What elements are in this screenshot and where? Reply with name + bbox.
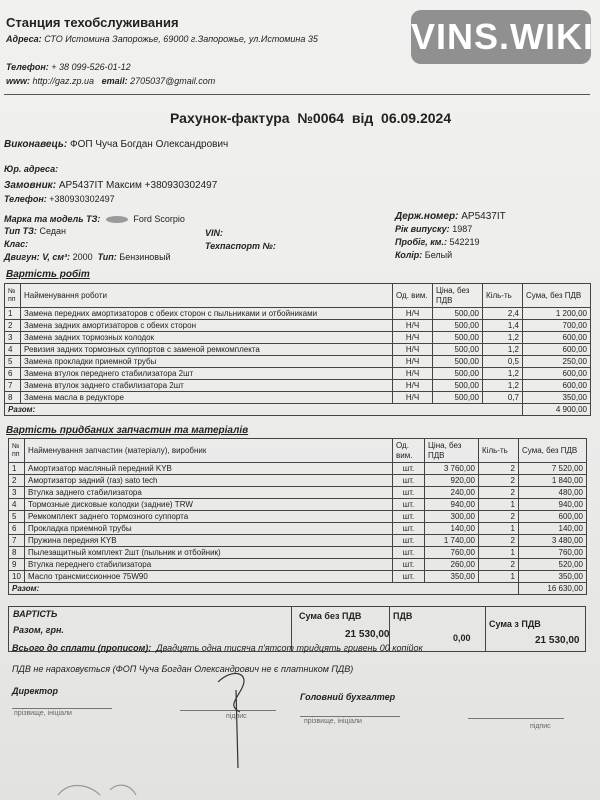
totals-vat-label: ПДВ: [393, 611, 413, 621]
vehicle-engine: Двигун: V, см³: 2000 Тип: Бензиновый: [4, 252, 171, 262]
row-price: 500,00: [433, 380, 483, 392]
row-name: Масло трансмиссионное 75W90: [25, 571, 393, 583]
row-sum: 600,00: [523, 332, 591, 344]
row-num: 10: [9, 571, 25, 583]
executor-line: Виконавець: ФОП Чуча Богдан Олександрович: [4, 139, 229, 150]
row-sum: 350,00: [519, 571, 587, 583]
vehicle-color: Колір: Белый: [395, 250, 453, 260]
col-sum: Сума, без ПДВ: [519, 439, 587, 463]
totals-vat-value: 0,00: [453, 633, 471, 643]
row-unit: Н/Ч: [393, 332, 433, 344]
row-qty: 1: [479, 523, 519, 535]
row-num: 4: [5, 344, 21, 356]
row-price: 920,00: [425, 475, 479, 487]
row-price: 240,00: [425, 487, 479, 499]
invoice-title: Рахунок-фактура №0064 від 06.09.2024: [170, 110, 452, 126]
vehicle-class: Клас:: [4, 239, 29, 249]
parts-section-title: Вартість придбаних запчастин та матеріалів: [6, 425, 249, 436]
director-sign-caption: підпис: [226, 713, 247, 720]
vat-note: ПДВ не нараховується (ФОП Чуча Богдан Олександрович не є платником ПДВ): [12, 664, 354, 674]
row-unit: шт.: [393, 559, 425, 571]
row-qty: 2: [479, 463, 519, 475]
vehicle-plate: Держ.номер: AP5437IT: [395, 211, 506, 222]
accountant-sign-caption: підпис: [530, 723, 551, 730]
row-num: 1: [5, 308, 21, 320]
row-qty: 2: [479, 535, 519, 547]
row-qty: 1,2: [483, 368, 523, 380]
vehicle-type: Тип ТЗ: Седан: [4, 226, 66, 236]
watermark-logo: VINS.WIKI: [411, 10, 591, 64]
row-sum: 760,00: [519, 547, 587, 559]
row-unit: шт.: [393, 547, 425, 559]
row-unit: шт.: [393, 475, 425, 487]
row-num: 8: [9, 547, 25, 559]
company-name: Станция техобслуживания: [6, 15, 179, 30]
row-qty: 0,7: [483, 392, 523, 404]
row-num: 7: [5, 380, 21, 392]
row-num: 6: [5, 368, 21, 380]
row-num: 2: [9, 475, 25, 487]
row-qty: 2: [479, 475, 519, 487]
totals-net-label: Сума без ПДВ: [299, 611, 362, 621]
row-sum: 1 200,00: [523, 308, 591, 320]
row-price: 3 760,00: [425, 463, 479, 475]
row-num: 6: [9, 523, 25, 535]
accountant-name-caption: прізвище, ініціали: [304, 718, 362, 725]
customer-line: Замовник: AP5437IT Максим +380930302497: [4, 180, 218, 191]
director-label: Директор: [12, 686, 58, 696]
row-qty: 2: [479, 559, 519, 571]
row-sum: 520,00: [519, 559, 587, 571]
row-price: 140,00: [425, 523, 479, 535]
row-name: Ревизия задних тормозных суппортов с заменой ремкомплекта: [21, 344, 393, 356]
row-name: Замена втулок переднего стабилизатора 2шт: [21, 368, 393, 380]
row-name: Амортизатор задний (газ) sato tech: [25, 475, 393, 487]
col-sum: Сума, без ПДВ: [523, 284, 591, 308]
row-name: Замена масла в редукторе: [21, 392, 393, 404]
row-unit: Н/Ч: [393, 344, 433, 356]
row-num: 5: [5, 356, 21, 368]
row-num: 1: [9, 463, 25, 475]
row-qty: 1,4: [483, 320, 523, 332]
row-name: Замена передних амортизаторов с обеих сторон с пыльниками и отбойниками: [21, 308, 393, 320]
col-num: № пп: [5, 284, 21, 308]
totals-sum-label: Разом, грн.: [13, 625, 64, 635]
row-name: Ремкомплект заднего тормозного суппорта: [25, 511, 393, 523]
col-price: Ціна, без ПДВ: [433, 284, 483, 308]
row-sum: 250,00: [523, 356, 591, 368]
vehicle-passport-label: Техпаспорт №:: [205, 241, 276, 251]
col-qty: Кіль-ть: [479, 439, 519, 463]
row-num: 7: [9, 535, 25, 547]
parts-total-label: Разом:: [9, 583, 519, 595]
row-name: Пружина передняя KYB: [25, 535, 393, 547]
row-price: 760,00: [425, 547, 479, 559]
row-qty: 2: [479, 487, 519, 499]
row-unit: Н/Ч: [393, 380, 433, 392]
row-price: 500,00: [433, 308, 483, 320]
parts-total-value: 16 630,00: [519, 583, 587, 595]
row-qty: 2,4: [483, 308, 523, 320]
row-sum: 1 840,00: [519, 475, 587, 487]
row-sum: 3 480,00: [519, 535, 587, 547]
row-sum: 600,00: [519, 511, 587, 523]
totals-net-value: 21 530,00: [345, 629, 390, 640]
works-section-title: Вартість робіт: [6, 269, 90, 280]
row-sum: 480,00: [519, 487, 587, 499]
col-num: № пп: [9, 439, 25, 463]
works-total-value: 4 900,00: [523, 404, 591, 416]
row-unit: шт.: [393, 463, 425, 475]
row-price: 1 740,00: [425, 535, 479, 547]
totals-gross-label: Сума з ПДВ: [489, 619, 541, 629]
row-num: 2: [5, 320, 21, 332]
vehicle-year: Рік випуску: 1987: [395, 224, 473, 234]
row-name: Замена прокладки приемной трубы: [21, 356, 393, 368]
row-price: 500,00: [433, 392, 483, 404]
row-price: 300,00: [425, 511, 479, 523]
row-num: 5: [9, 511, 25, 523]
row-price: 940,00: [425, 499, 479, 511]
row-qty: 1,2: [483, 344, 523, 356]
vehicle-make-model: Марка та модель ТЗ: Ford Scorpio: [4, 214, 185, 224]
row-num: 9: [9, 559, 25, 571]
row-sum: 350,00: [523, 392, 591, 404]
row-sum: 140,00: [519, 523, 587, 535]
row-sum: 940,00: [519, 499, 587, 511]
row-sum: 600,00: [523, 380, 591, 392]
works-total-label: Разом:: [5, 404, 523, 416]
col-name: Найменування запчастин (матеріалу), виробник: [25, 439, 393, 463]
row-price: 260,00: [425, 559, 479, 571]
row-price: 500,00: [433, 332, 483, 344]
row-unit: шт.: [393, 511, 425, 523]
col-name: Найменування роботи: [21, 284, 393, 308]
total-in-words: Всього до сплати (прописом): Двадцять одна тисяча п'ятсот тридцять гривень 00 копійок: [12, 643, 423, 653]
accountant-label: Головний бухгалтер: [300, 692, 396, 702]
row-price: 500,00: [433, 344, 483, 356]
col-price: Ціна, без ПДВ: [425, 439, 479, 463]
row-qty: 1: [479, 547, 519, 559]
row-num: 8: [5, 392, 21, 404]
row-qty: 2: [479, 511, 519, 523]
row-qty: 1,2: [483, 380, 523, 392]
row-sum: 7 520,00: [519, 463, 587, 475]
row-unit: шт.: [393, 487, 425, 499]
row-unit: Н/Ч: [393, 368, 433, 380]
row-name: Замена задних амортизаторов с обеих сторон: [21, 320, 393, 332]
row-name: Замена задних тормозных колодок: [21, 332, 393, 344]
company-web: www: http://gaz.zp.ua email: 2705037@gmail.com: [6, 76, 216, 86]
totals-gross-value: 21 530,00: [535, 635, 580, 646]
row-price: 500,00: [433, 320, 483, 332]
totals-label: ВАРТІСТЬ: [13, 609, 58, 619]
customer-phone-line: Телефон: +380930302497: [4, 194, 115, 204]
row-unit: шт.: [393, 535, 425, 547]
col-unit: Од. вим.: [393, 284, 433, 308]
row-price: 500,00: [433, 356, 483, 368]
vehicle-vin-label: VIN:: [205, 228, 223, 238]
company-phone: Телефон: + 38 099-526-01-12: [6, 62, 131, 72]
row-unit: Н/Ч: [393, 320, 433, 332]
row-num: 3: [9, 487, 25, 499]
row-name: Прокладка приемной трубы: [25, 523, 393, 535]
row-price: 350,00: [425, 571, 479, 583]
row-sum: 700,00: [523, 320, 591, 332]
row-sum: 600,00: [523, 344, 591, 356]
row-qty: 0,5: [483, 356, 523, 368]
row-num: 3: [5, 332, 21, 344]
row-unit: Н/Ч: [393, 308, 433, 320]
row-name: Замена втулок заднего стабилизатора 2шт: [21, 380, 393, 392]
company-address: Адреса: СТО Истомина Запорожье, 69000 г.Запорожье, ул.Истомина 35: [6, 34, 318, 44]
col-unit: Од. вим.: [393, 439, 425, 463]
vehicle-mileage: Пробіг, км.: 542219: [395, 237, 480, 247]
row-unit: Н/Ч: [393, 392, 433, 404]
row-qty: 1: [479, 571, 519, 583]
row-qty: 1,2: [483, 332, 523, 344]
row-name: Тормозные дисковые колодки (задние) TRW: [25, 499, 393, 511]
row-unit: шт.: [393, 499, 425, 511]
row-name: Втулка заднего стабилизатора: [25, 487, 393, 499]
row-unit: Н/Ч: [393, 356, 433, 368]
row-unit: шт.: [393, 571, 425, 583]
row-name: Пылезащитный комплект 2шт (пыльник и отбойник): [25, 547, 393, 559]
row-name: Втулка переднего стабилизатора: [25, 559, 393, 571]
col-qty: Кіль-ть: [483, 284, 523, 308]
row-unit: шт.: [393, 523, 425, 535]
row-name: Амортизатор масляный передний KYB: [25, 463, 393, 475]
row-sum: 600,00: [523, 368, 591, 380]
row-price: 500,00: [433, 368, 483, 380]
row-qty: 1: [479, 499, 519, 511]
legal-address-label: Юр. адреса:: [4, 164, 59, 174]
row-num: 4: [9, 499, 25, 511]
director-name-caption: прізвище, ініціали: [14, 710, 72, 717]
